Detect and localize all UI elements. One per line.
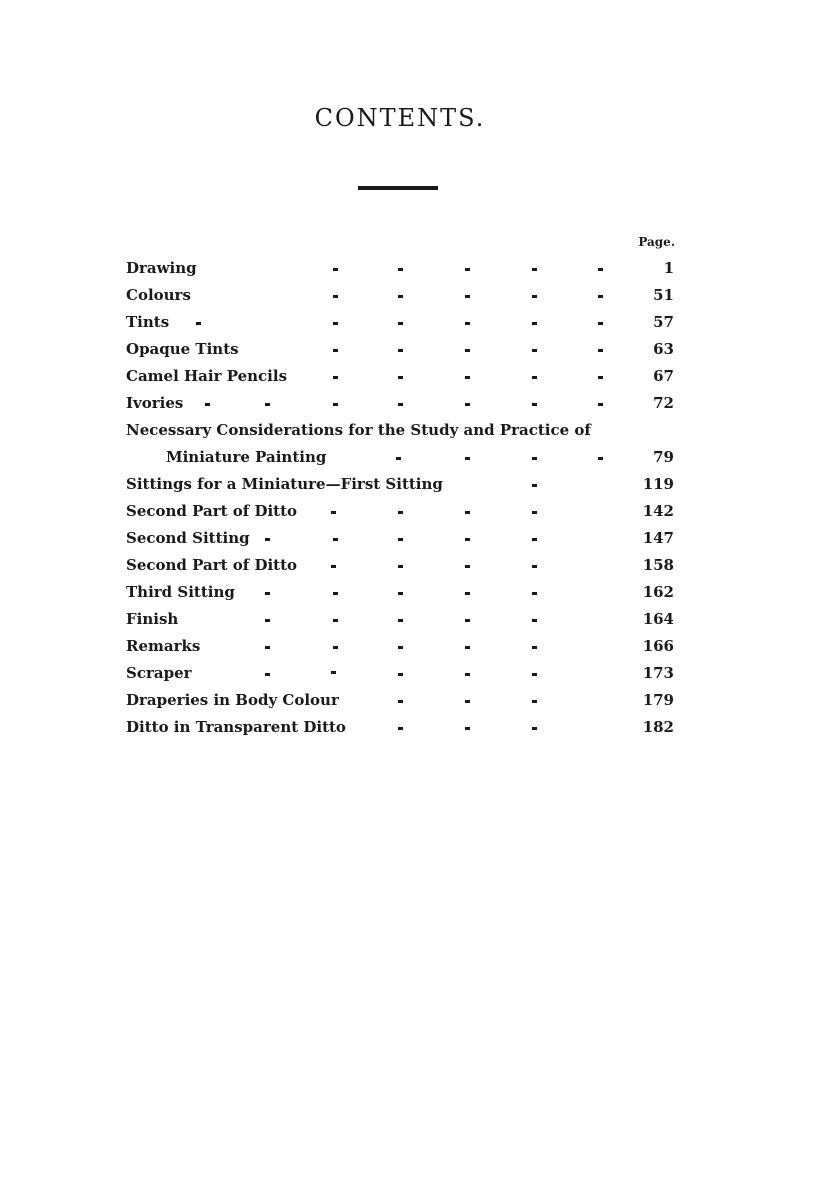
leader-dot xyxy=(465,511,470,514)
leader-dot xyxy=(598,349,603,352)
entry-page: 67 xyxy=(653,367,674,385)
leader-dot xyxy=(265,403,270,406)
leader-dot xyxy=(333,322,338,325)
entry-title: Drawing xyxy=(126,259,197,277)
contents-entry xyxy=(0,660,840,687)
entry-page: 179 xyxy=(642,691,674,709)
leader-dot xyxy=(465,700,470,703)
entry-title: Necessary Considerations for the Study and Practice of xyxy=(126,421,591,439)
contents-entry xyxy=(0,552,840,579)
leader-dot xyxy=(532,592,537,595)
leader-dot xyxy=(598,322,603,325)
entry-title: Second Part of Ditto xyxy=(126,502,298,520)
leader-dot xyxy=(532,538,537,541)
leader-dot xyxy=(598,376,603,379)
leader-dot xyxy=(465,592,470,595)
entry-title: Sittings for a Miniature—First Sitting xyxy=(126,475,443,493)
leader-dot xyxy=(465,619,470,622)
entry-title: Remarks xyxy=(126,637,201,655)
entry-title: Second Sitting xyxy=(126,529,250,547)
contents-entry xyxy=(0,417,840,444)
entry-page: 63 xyxy=(653,340,674,358)
leader-dot xyxy=(205,403,210,406)
leader-dot xyxy=(398,592,403,595)
leader-dot xyxy=(465,349,470,352)
leader-dot xyxy=(398,376,403,379)
leader-dot xyxy=(532,700,537,703)
entry-title: Ditto in Transparent Ditto xyxy=(126,718,346,736)
leader-dot xyxy=(333,592,338,595)
leader-dot xyxy=(465,322,470,325)
leader-dot xyxy=(598,268,603,271)
leader-dot xyxy=(465,403,470,406)
entry-page: 162 xyxy=(642,583,674,601)
leader-dot xyxy=(465,727,470,730)
entry-page: 158 xyxy=(642,556,674,574)
leader-dot xyxy=(532,349,537,352)
entry-title: Camel Hair Pencils xyxy=(126,367,288,385)
contents-entry xyxy=(0,579,840,606)
leader-dot xyxy=(398,673,403,676)
leader-dot xyxy=(532,673,537,676)
entry-title: Draperies in Body Colour xyxy=(126,691,339,709)
entry-title: Scraper xyxy=(126,664,192,682)
leader-dot xyxy=(333,403,338,406)
entry-page: 119 xyxy=(642,475,674,493)
entry-page: 51 xyxy=(653,286,674,304)
leader-dot xyxy=(265,646,270,649)
leader-dot xyxy=(465,268,470,271)
leader-dot xyxy=(532,565,537,568)
leader-dot xyxy=(396,457,401,460)
leader-dot xyxy=(465,376,470,379)
leader-dot xyxy=(333,538,338,541)
entry-title: Second Part of Ditto xyxy=(126,556,298,574)
entry-page: 79 xyxy=(653,448,674,466)
leader-dot xyxy=(532,457,537,460)
leader-dot xyxy=(265,538,270,541)
leader-dot xyxy=(532,403,537,406)
leader-dot xyxy=(398,619,403,622)
contents-entry xyxy=(0,309,840,336)
contents-entry xyxy=(0,444,840,471)
leader-dot xyxy=(598,457,603,460)
leader-dot xyxy=(398,700,403,703)
leader-dot xyxy=(465,538,470,541)
entry-title: Opaque Tints xyxy=(126,340,239,358)
leader-dot xyxy=(265,673,270,676)
title-rule xyxy=(358,186,438,190)
leader-dot xyxy=(465,457,470,460)
entry-page: 166 xyxy=(642,637,674,655)
page-column-header: Page. xyxy=(638,235,675,249)
leader-dot xyxy=(331,511,336,514)
leader-dot xyxy=(331,565,336,568)
entry-page: 57 xyxy=(653,313,674,331)
leader-dot xyxy=(398,322,403,325)
page-title: CONTENTS. xyxy=(314,104,486,132)
contents-entry xyxy=(0,498,840,525)
entry-page: 164 xyxy=(642,610,674,628)
leader-dot xyxy=(333,619,338,622)
contents-entry xyxy=(0,282,840,309)
leader-dot xyxy=(333,646,338,649)
leader-dot xyxy=(532,619,537,622)
leader-dot xyxy=(532,376,537,379)
leader-dot xyxy=(465,646,470,649)
leader-dot xyxy=(333,376,338,379)
leader-dot xyxy=(265,619,270,622)
leader-dot xyxy=(398,295,403,298)
leader-dot xyxy=(532,322,537,325)
contents-entry xyxy=(0,255,840,282)
leader-dot xyxy=(598,403,603,406)
contents-list xyxy=(0,255,840,741)
entry-page: 173 xyxy=(642,664,674,682)
contents-entry xyxy=(0,363,840,390)
leader-dot xyxy=(398,403,403,406)
leader-dot xyxy=(196,322,201,325)
leader-dot xyxy=(532,484,537,487)
leader-dot xyxy=(265,592,270,595)
contents-entry xyxy=(0,633,840,660)
contents-entry xyxy=(0,714,840,741)
leader-dot xyxy=(532,727,537,730)
leader-dot xyxy=(333,295,338,298)
leader-dot xyxy=(465,565,470,568)
entry-title: Ivories xyxy=(126,394,184,412)
entry-page: 147 xyxy=(642,529,674,547)
entry-title: Finish xyxy=(126,610,179,628)
contents-entry xyxy=(0,471,840,498)
leader-dot xyxy=(398,511,403,514)
entry-page: 72 xyxy=(653,394,674,412)
leader-dot xyxy=(398,565,403,568)
leader-dot xyxy=(398,349,403,352)
contents-entry xyxy=(0,336,840,363)
entry-title: Colours xyxy=(126,286,191,304)
leader-dot xyxy=(333,349,338,352)
leader-dot xyxy=(398,646,403,649)
contents-entry xyxy=(0,606,840,633)
leader-dot xyxy=(532,295,537,298)
contents-entry xyxy=(0,687,840,714)
entry-title: Third Sitting xyxy=(126,583,235,601)
contents-entry xyxy=(0,390,840,417)
contents-entry xyxy=(0,525,840,552)
leader-dot xyxy=(398,727,403,730)
leader-dot xyxy=(398,538,403,541)
leader-dot xyxy=(532,268,537,271)
entry-title: Miniature Painting xyxy=(166,448,327,466)
leader-dot xyxy=(465,673,470,676)
entry-page: 142 xyxy=(642,502,674,520)
leader-dot xyxy=(465,295,470,298)
leader-dot xyxy=(598,295,603,298)
entry-page: 182 xyxy=(642,718,674,736)
leader-dot xyxy=(331,671,336,674)
entry-title: Tints xyxy=(126,313,170,331)
leader-dot xyxy=(532,511,537,514)
leader-dot xyxy=(333,268,338,271)
leader-dot xyxy=(398,268,403,271)
entry-page: 1 xyxy=(663,259,674,277)
leader-dot xyxy=(532,646,537,649)
